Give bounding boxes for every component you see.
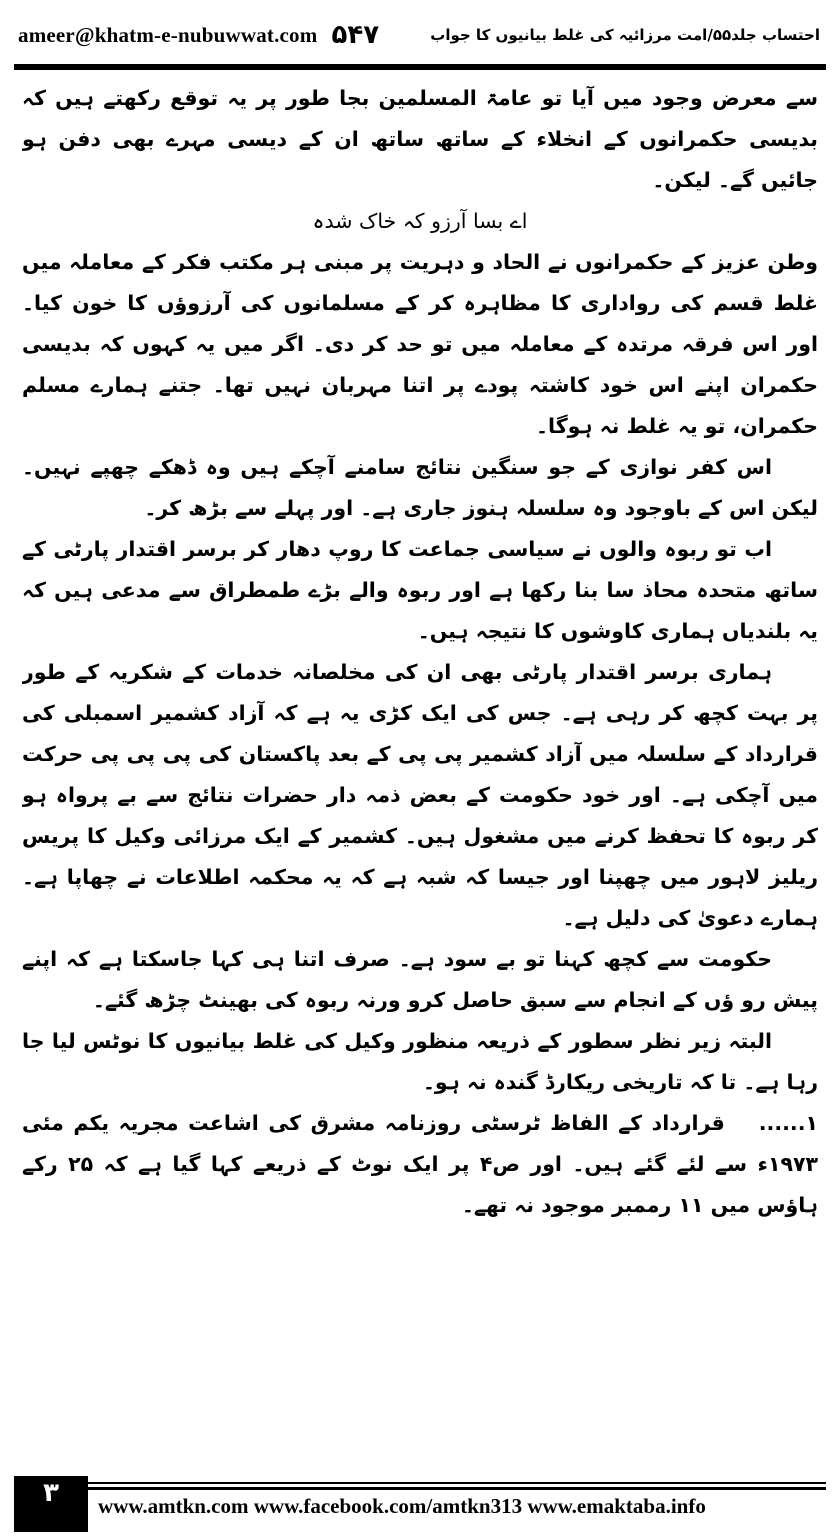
verse-line: اے بسا آرزو کہ خاک شدہ (312, 209, 528, 233)
header-book-title: احتساب جلد۵۵/امت مرزائیہ کی غلط بیانیوں کا جواب (430, 26, 820, 44)
paragraph-1: سے معرض وجود میں آیا تو عامۃ المسلمین بجا طور پر یہ توقع رکھتے ہیں کہ بدیسی حکمرانوں کے انخلاء کے ساتھ ساتھ ان کے دیسی مہرے بھی دفن ہو جائیں گے۔ لیکن۔ (22, 86, 818, 192)
page-footer (14, 1476, 826, 1532)
footer-rule-thin (88, 1482, 826, 1484)
page-body (22, 78, 818, 1468)
footnote (22, 1103, 818, 1226)
header-page-number: ۵۴۷ (331, 20, 380, 50)
paragraph-5: ہماری برسر اقتدار پارٹی بھی ان کی مخلصانہ خدمات کے شکریہ کے طور پر بہت کچھ کر رہی ہے۔ جس کی ایک کڑی یہ ہے کہ آزاد کشمیر اسمبلی کی قرارداد کے سلسلہ میں آزاد کشمیر پی پی کے بعد پاکستان کی پی پی پی حرکت میں آچکی ہے۔ اور خود حکومت کے بعض ذمہ دار حضرات نتائج سے بے پرواہ ہو کر ربوہ کا تحفظ کرنے میں مشغول ہیں۔ کشمیر کے ایک مرزائی وکیل کا پریس ریلیز لاہور میں چھپنا اور جیسا کہ شبہ ہے کہ یہ محکمہ اطلاعات نے چھاپا ہے۔ ہمارے دعویٰ کی دلیل ہے۔ (22, 660, 818, 930)
footer-rule-thick (88, 1487, 826, 1490)
paragraph-4: اب تو ربوہ والوں نے سیاسی جماعت کا روپ دھار کر برسر اقتدار پارٹی کے ساتھ متحدہ محاذ سا بنا رکھا ہے اور ربوہ والے بڑے طمطراق سے مدعی ہیں کہ یہ بلندیاں ہماری کاوشوں کا نتیجہ ہیں۔ (22, 537, 818, 643)
footer-urls[interactable]: www.amtkn.com www.facebook.com/amtkn313 www.emaktaba.info (98, 1494, 706, 1518)
header-rule (14, 64, 826, 70)
paragraph-6: حکومت سے کچھ کہنا تو بے سود ہے۔ صرف اتنا ہی کہا جاسکتا ہے کہ اپنے پیش رو ؤں کے انجام سے سبق حاصل کرو ورنہ ربوہ کی بھینٹ چڑھ گئے۔ (22, 947, 818, 1012)
header-email: ameer@khatm-e-nubuwwat.com (18, 22, 318, 47)
page-header (18, 12, 826, 58)
paragraph-7: البتہ زیر نظر سطور کے ذریعہ منظور وکیل کی غلط بیانیوں کا نوٹس لیا جا رہا ہے۔ تا کہ تاریخی ریکارڈ گندہ نہ ہو۔ (22, 1029, 818, 1094)
footnote-marker: ۱...... (758, 1111, 818, 1135)
paragraph-2: وطن عزیز کے حکمرانوں نے الحاد و دہریت پر مبنی ہر مکتب فکر کے معاملہ میں غلط قسم کی رواداری کا مظاہرہ کر کے مسلمانوں کی آرزوؤں کا خون کیا۔ اور اس فرقہ مرتدہ کے معاملہ میں تو حد کر دی۔ اگر میں یہ کہوں کہ بدیسی حکمران اپنے اس خود کاشتہ پودے پر اتنا مہربان نہیں تھا۔ جتنے ہمارے مسلم حکمران، تو یہ غلط نہ ہوگا۔ (22, 250, 818, 438)
paragraph-3: اس کفر نوازی کے جو سنگین نتائج سامنے آچکے ہیں وہ ڈھکے چھپے نہیں۔ لیکن اس کے باوجود وہ سلسلہ ہنوز جاری ہے۔ اور پہلے سے بڑھ کر۔ (22, 455, 818, 520)
footnote-text: قرارداد کے الفاظ ٹرسٹی روزنامہ مشرق کی اشاعت مجریہ یکم مئی ۱۹۷۳ء سے لئے گئے ہیں۔ اور ص۴ پر ایک نوٹ کے ذریعے کہا گیا ہے کہ ۲۵ رکے ہاؤس میں ۱۱ رممبر موجود نہ تھے۔ (22, 1111, 818, 1217)
footer-page-number: ۳ (14, 1476, 88, 1532)
footer-right (88, 1476, 826, 1532)
